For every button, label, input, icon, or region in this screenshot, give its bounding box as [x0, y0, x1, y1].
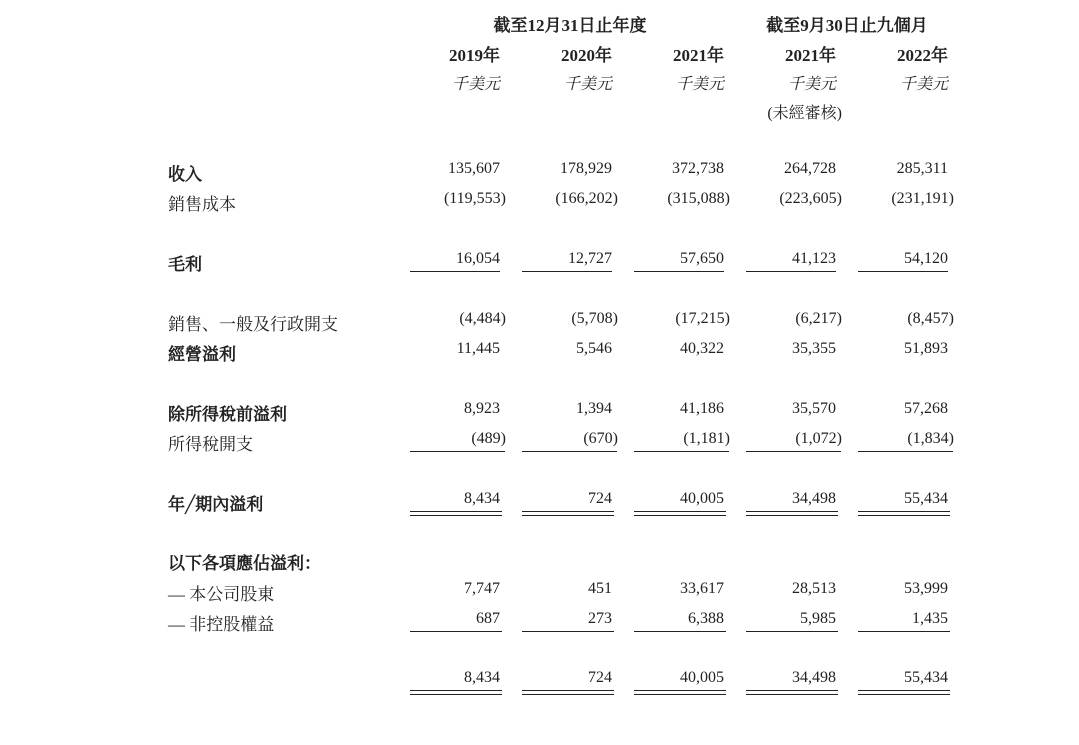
row-value: 6,388 [688, 610, 724, 627]
table-row [0, 580, 1079, 606]
row-value: 724 [588, 490, 612, 507]
row-value: 40,005 [680, 669, 724, 686]
row-value: 40,322 [680, 340, 724, 357]
row-value: 724 [588, 669, 612, 686]
row-value: 8,434 [464, 490, 500, 507]
underline-rule [858, 631, 950, 632]
row-value: (223,605) [779, 190, 842, 207]
underline-rule [746, 631, 838, 632]
row-value: 178,929 [560, 160, 612, 177]
row-value: 34,498 [792, 490, 836, 507]
row-value: (1,834) [907, 430, 954, 447]
year-col-1: 2019年 [449, 46, 500, 65]
unit-col-4: 千美元 [787, 76, 836, 93]
row-label: 所得稅開支 [168, 435, 253, 454]
row-value: 57,650 [680, 250, 724, 267]
row-label: 除所得稅前溢利 [168, 405, 287, 424]
row-value: (489) [471, 430, 506, 447]
row-value: 34,498 [792, 669, 836, 686]
row-label: 銷售成本 [168, 195, 236, 214]
year-col-5: 2022年 [897, 46, 948, 65]
row-value: 264,728 [784, 160, 836, 177]
row-value: (8,457) [907, 310, 954, 327]
double-underline-rule [522, 511, 614, 516]
row-value: (166,202) [555, 190, 618, 207]
unit-col-2: 千美元 [563, 76, 612, 93]
row-label: 收入 [168, 165, 202, 184]
underline-rule [634, 271, 724, 272]
year-col-3: 2021年 [673, 46, 724, 65]
row-value: (119,553) [443, 190, 506, 207]
row-label: — 非控股權益 [168, 615, 275, 634]
underline-rule [746, 451, 841, 452]
row-value: 57,268 [904, 400, 948, 417]
double-underline-rule [634, 690, 726, 695]
row-value: 41,123 [792, 250, 836, 267]
row-label: 以下各項應佔溢利： [168, 554, 321, 573]
row-value: (315,088) [667, 190, 730, 207]
row-value: 11,445 [456, 340, 500, 357]
year-col-4: 2021年 [785, 46, 836, 65]
double-underline-rule [410, 690, 502, 695]
double-underline-rule [746, 690, 838, 695]
row-value: 135,607 [448, 160, 500, 177]
underline-rule [522, 271, 612, 272]
row-value: 273 [588, 610, 612, 627]
row-value: 1,394 [576, 400, 612, 417]
row-value: (670) [583, 430, 618, 447]
header-group-nine: 截至9月30日止九個月 [766, 16, 928, 35]
underline-rule [410, 271, 500, 272]
row-value: 8,923 [464, 400, 500, 417]
double-underline-rule [522, 690, 614, 695]
row-value: (1,181) [683, 430, 730, 447]
row-value: 12,727 [568, 250, 612, 267]
row-value: 372,738 [672, 160, 724, 177]
table-row [0, 160, 1079, 186]
row-value: 35,355 [792, 340, 836, 357]
row-value: (4,484) [459, 310, 506, 327]
underline-rule [858, 271, 948, 272]
row-value: 41,186 [680, 400, 724, 417]
row-value: 5,546 [576, 340, 612, 357]
row-value: 55,434 [904, 490, 948, 507]
row-value: (17,215) [675, 310, 730, 327]
table-row [0, 250, 1079, 276]
table-row [0, 400, 1079, 426]
row-label: — 本公司股東 [168, 585, 275, 604]
unit-col-3: 千美元 [675, 76, 724, 93]
table-row [0, 430, 1079, 456]
row-value: 33,617 [680, 580, 724, 597]
underline-rule [522, 451, 617, 452]
row-label: 銷售、一般及行政開支 [168, 315, 338, 334]
row-value: 285,311 [896, 160, 948, 177]
underline-rule [634, 451, 729, 452]
underline-rule [522, 631, 614, 632]
header-group-year: 截至12月31日止年度 [493, 16, 647, 35]
row-value: 54,120 [904, 250, 948, 267]
table-row [0, 610, 1079, 636]
unaudited-note: (未經審核) [767, 105, 842, 122]
table-row [0, 310, 1079, 336]
row-value: 51,893 [904, 340, 948, 357]
double-underline-rule [746, 511, 838, 516]
row-label: 毛利 [168, 255, 202, 274]
unit-col-5: 千美元 [899, 76, 948, 93]
table-row [0, 340, 1079, 366]
underline-rule [746, 271, 836, 272]
row-value: 16,054 [456, 250, 500, 267]
row-value: 35,570 [792, 400, 836, 417]
underline-rule [410, 631, 502, 632]
row-value: 1,435 [912, 610, 948, 627]
row-value: 55,434 [904, 669, 948, 686]
row-value: (1,072) [795, 430, 842, 447]
row-value: 8,434 [464, 669, 500, 686]
row-value: 5,985 [800, 610, 836, 627]
row-value: (231,191) [891, 190, 954, 207]
row-value: 451 [588, 580, 612, 597]
underline-rule [858, 451, 953, 452]
unit-col-1: 千美元 [451, 76, 500, 93]
row-value: 687 [476, 610, 500, 627]
year-col-2: 2020年 [561, 46, 612, 65]
row-value: 7,747 [464, 580, 500, 597]
row-value: (5,708) [571, 310, 618, 327]
underline-rule [410, 451, 505, 452]
table-row [0, 549, 1079, 575]
row-label: 年╱期內溢利 [168, 495, 264, 514]
table-row [0, 190, 1079, 216]
row-value: 40,005 [680, 490, 724, 507]
double-underline-rule [410, 511, 502, 516]
row-value: (6,217) [795, 310, 842, 327]
row-value: 53,999 [904, 580, 948, 597]
double-underline-rule [858, 690, 950, 695]
row-label: 經營溢利 [168, 345, 236, 364]
underline-rule [634, 631, 726, 632]
double-underline-rule [858, 511, 950, 516]
row-value: 28,513 [792, 580, 836, 597]
double-underline-rule [634, 511, 726, 516]
